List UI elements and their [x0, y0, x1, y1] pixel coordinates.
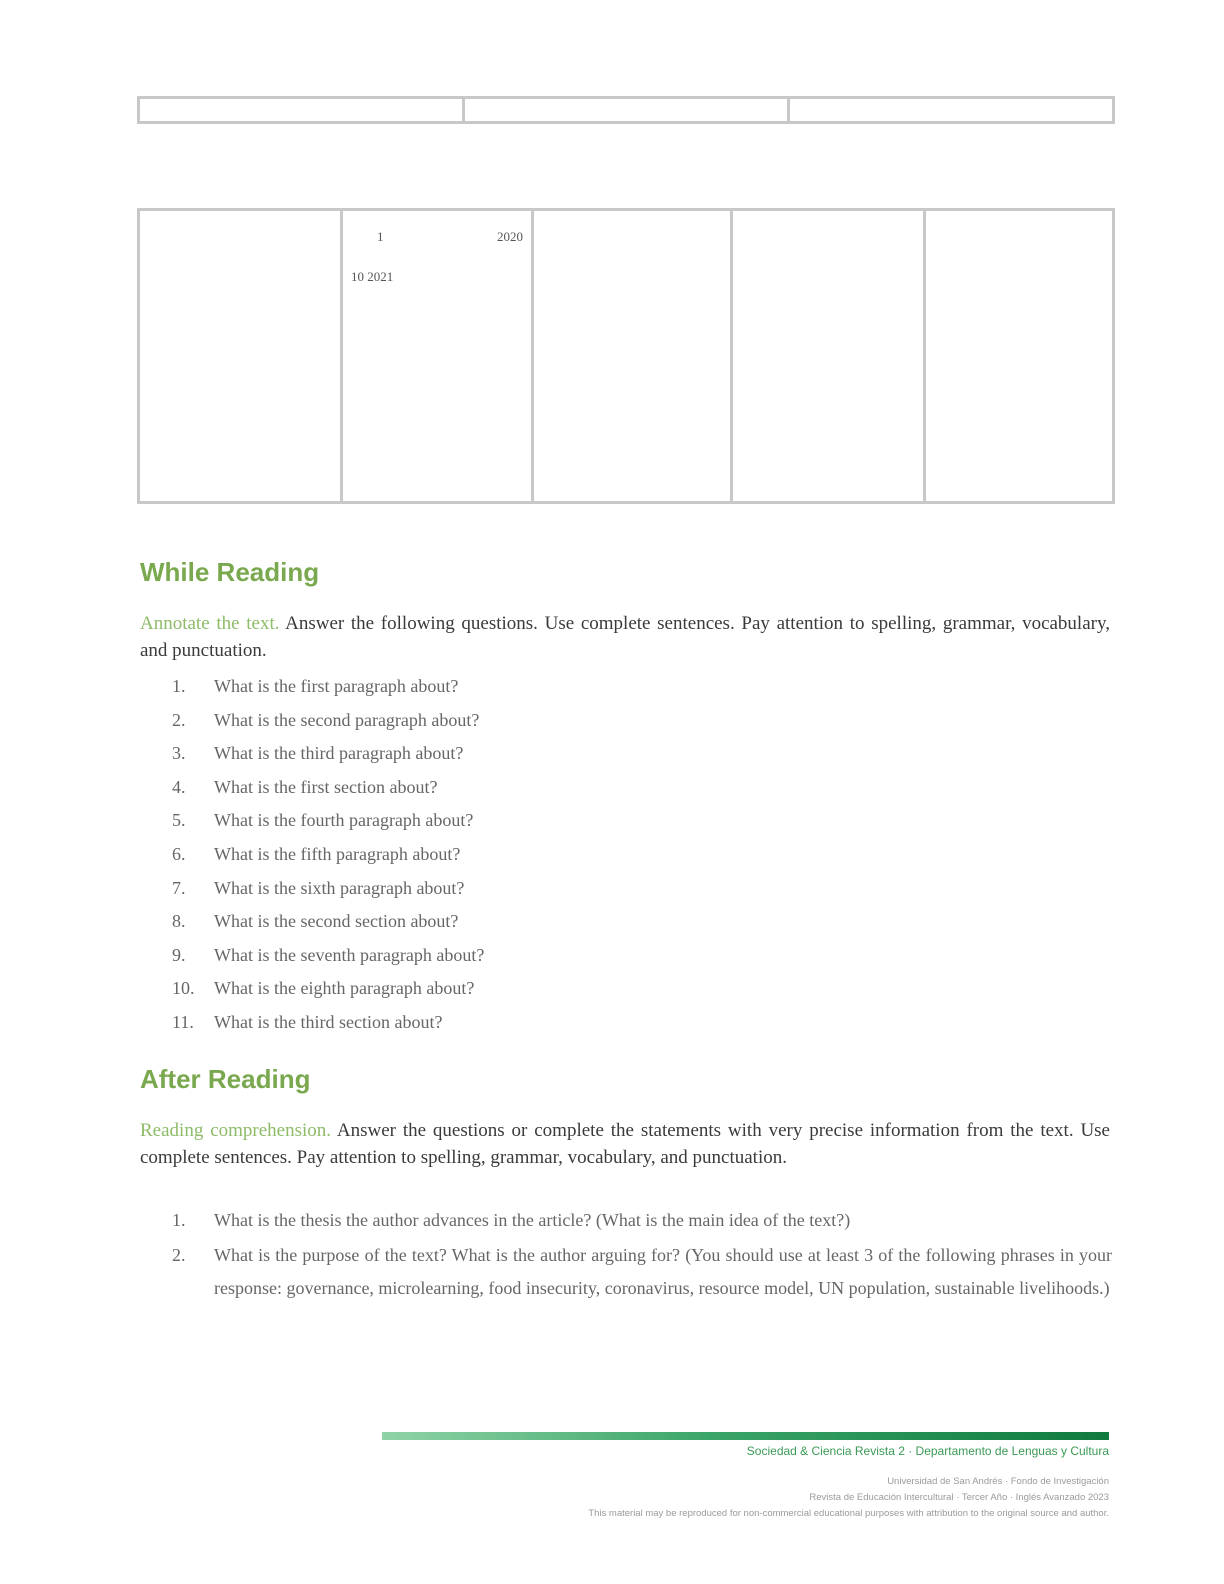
item-text: What is the first paragraph about? [214, 676, 459, 696]
cell-text: 1 [377, 229, 384, 244]
top-table [137, 96, 1115, 124]
table-cell [925, 210, 1114, 503]
item-text: What is the second section about? [214, 911, 459, 932]
list-item [172, 804, 1112, 838]
list-item [172, 905, 1112, 939]
item-text: What is the purpose of the text? What is the author arguing for? (You should use at least 3 of the following phrases in your response: governance, microlearning, food insecurity, coronavirus, resource model, UN population, sustainable livelihoods.) [214, 1245, 1112, 1298]
list-item [172, 670, 1112, 704]
list-item [172, 1204, 1112, 1237]
list-item [172, 704, 1112, 738]
item-number: 2. [172, 1245, 186, 1265]
item-number: 8. [172, 911, 186, 932]
instruction-lead: Reading comprehension. [140, 1120, 332, 1141]
item-number: 6. [172, 843, 186, 864]
footer-line: Universidad de San Andrés · Fondo de Investigación [887, 1476, 1109, 1487]
item-number: 1. [172, 676, 186, 696]
after-reading-heading: After Reading [140, 1064, 311, 1094]
main-table [137, 208, 1115, 504]
cell-text: 10 2021 [351, 269, 394, 284]
item-text: What is the thesis the author advances in the article? (What is the main idea of the text?) [214, 1210, 851, 1230]
table-row [139, 210, 1114, 503]
item-text: What is the third section about? [214, 1011, 443, 1032]
list-item [172, 972, 1112, 1006]
item-text: What is the sixth paragraph about? [214, 877, 465, 898]
item-number: 3. [172, 743, 186, 764]
footer-line: Revista de Educación Intercultural · Tercer Año · Inglés Avanzado 2023 [809, 1492, 1109, 1503]
instruction-lead: Annotate the text. [140, 613, 280, 634]
list-item [172, 1239, 1112, 1305]
table-row [139, 98, 1114, 123]
cell-text: 2020 [497, 229, 523, 244]
footer-bar [382, 1432, 1109, 1440]
item-text: What is the first section about? [214, 776, 438, 797]
table-cell [464, 98, 789, 123]
list-item [172, 1006, 1112, 1040]
item-number: 5. [172, 810, 186, 831]
instruction-text: Answer the following questions. Use complete sentences. Pay attention to spelling, grammar, vocabulary, and punctuation. [140, 613, 1110, 661]
item-text: What is the second paragraph about? [214, 709, 480, 730]
item-text: What is the eighth paragraph about? [214, 978, 475, 999]
item-number: 1. [172, 1210, 186, 1230]
table-cell [533, 210, 732, 503]
item-text: What is the seventh paragraph about? [214, 944, 485, 965]
footer-line: This material may be reproduced for non-commercial educational purposes with attribution to the original source and author. [588, 1508, 1109, 1519]
table-cell [789, 98, 1114, 123]
item-number: 10. [172, 978, 195, 999]
item-number: 11. [172, 1011, 194, 1032]
list-item [172, 872, 1112, 906]
list-item [172, 737, 1112, 771]
while-reading-instruction [140, 610, 1110, 664]
instruction-text: Answer the questions or complete the statements with very precise information from the text. Use complete sentences. Pay attention to spelling, grammar, vocabulary, and punctuation. [140, 1120, 1110, 1168]
list-item [172, 771, 1112, 805]
after-reading-questions [172, 1204, 1112, 1307]
table-cell [139, 210, 342, 503]
item-number: 4. [172, 776, 186, 797]
list-item [172, 939, 1112, 973]
table-cell [342, 210, 533, 503]
list-item [172, 838, 1112, 872]
item-number: 9. [172, 944, 186, 965]
item-text: What is the fifth paragraph about? [214, 843, 461, 864]
item-text: What is the third paragraph about? [214, 743, 464, 764]
item-number: 7. [172, 877, 186, 898]
table-cell [732, 210, 925, 503]
item-text: What is the fourth paragraph about? [214, 810, 474, 831]
table-cell [139, 98, 464, 123]
footer-title: Sociedad & Ciencia Revista 2 · Departamento de Lenguas y Cultura [746, 1444, 1109, 1458]
after-reading-instruction [140, 1117, 1110, 1171]
while-reading-questions [172, 670, 1112, 1040]
while-reading-heading: While Reading [140, 557, 320, 587]
item-number: 2. [172, 709, 186, 730]
